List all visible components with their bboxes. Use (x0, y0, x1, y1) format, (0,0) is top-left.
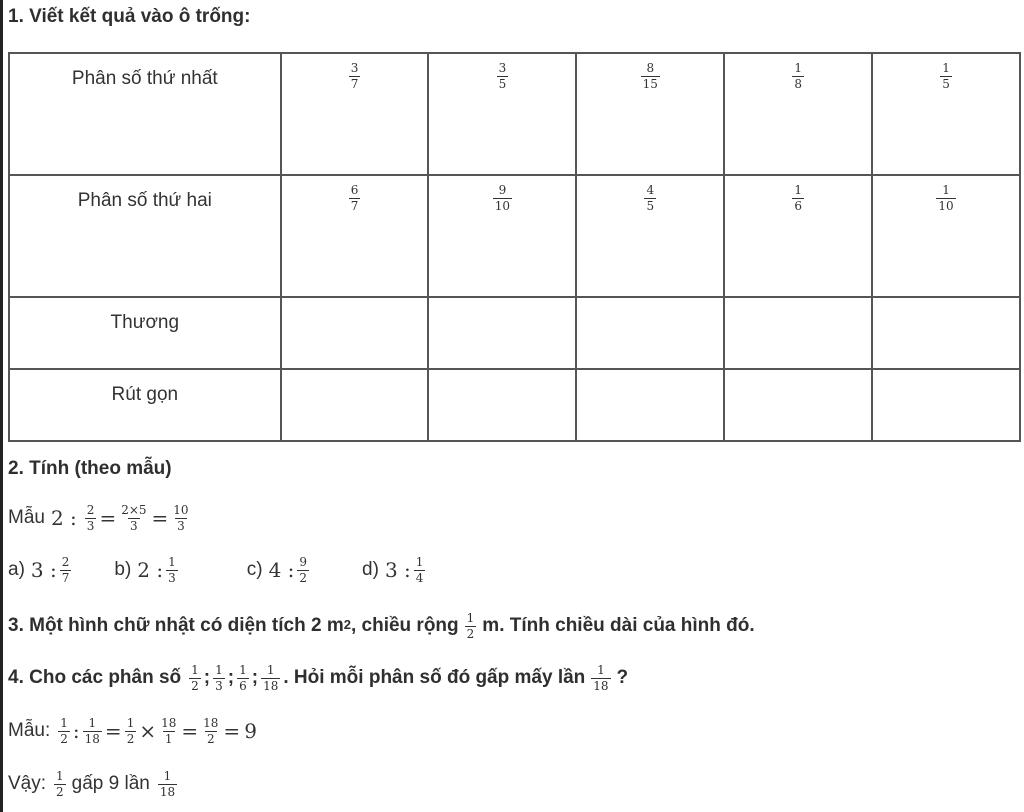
answer-cell[interactable] (281, 297, 429, 369)
fraction: $\frac{1}{8}$ (794, 61, 802, 91)
fraction: $\frac{1}{2}$ (191, 663, 199, 693)
fraction: $\frac{18}{2}$ (203, 716, 219, 746)
fraction: $\frac{9}{2}$ (299, 555, 308, 585)
table-row (9, 297, 1020, 369)
fraction: $\frac{3}{5}$ (498, 61, 507, 91)
fraction: $\frac{6}{7}$ (350, 183, 359, 213)
row-label: Rút gọn (9, 369, 281, 441)
answer-cell[interactable] (872, 369, 1020, 441)
fraction: $\frac{10}{3}$ (173, 503, 189, 533)
section-2-title: 2. Tính (theo mẫu) (8, 458, 172, 479)
left-border (0, 0, 3, 812)
section-4-problem: 4. Cho các phân số $\frac{1}{2}$ ; $\frac{1}{3}$ ; $\frac{1}{6}$ ; $\frac{1}{18}$ . Hỏi mỗi phân số đó gấp mấy lần $\frac{1}{18}$ ? (8, 663, 629, 693)
answer-cell[interactable] (576, 297, 724, 369)
answer-cell[interactable] (724, 369, 872, 441)
fraction: $\frac{1}{4}$ (415, 555, 424, 585)
fraction: $\frac{2}{7}$ (61, 555, 70, 585)
answer-cell[interactable] (428, 297, 576, 369)
fraction: $\frac{4}{5}$ (646, 183, 655, 213)
answer-cell[interactable] (428, 369, 576, 441)
answer-cell[interactable] (872, 297, 1020, 369)
table-row (9, 175, 1020, 297)
answer-cell[interactable] (724, 297, 872, 369)
fraction: $\frac{2\times 5}{3}$ (121, 503, 147, 533)
answer-cell[interactable] (281, 369, 429, 441)
row-label: Thương (9, 297, 281, 369)
fraction-table (8, 52, 1021, 442)
fraction: $\frac{18}{1}$ (161, 716, 177, 746)
fraction: $\frac{1}{5}$ (942, 61, 950, 91)
table-row (9, 53, 1020, 175)
section-2-example: Mẫu 2 : $\frac{2}{3}$ = $\frac{2\times 5}{3}$ = $\frac{10}{3}$ (8, 503, 189, 533)
section-2-exercises: a) 3 : $\frac{2}{7}$ b) 2 : $\frac{1}{3}$ c) 4 : $\frac{9}{2}$ d) 3 : $\frac{1}{4}$ (8, 555, 424, 585)
answer-cell[interactable] (576, 369, 724, 441)
row-label: Phân số thứ nhất (9, 53, 281, 175)
fraction: $\frac{9}{10}$ (494, 183, 511, 213)
fraction: $\frac{1}{18}$ (593, 663, 609, 693)
row-label: Phân số thứ hai (9, 175, 281, 297)
fraction: $\frac{1}{6}$ (239, 663, 247, 693)
fraction: $\frac{2}{3}$ (86, 503, 95, 533)
section-4-conclusion: Vậy: $\frac{1}{2}$ gấp 9 lần $\frac{1}{18}$ (8, 769, 176, 799)
fraction: $\frac{1}{18}$ (263, 663, 279, 693)
section-1-title: 1. Viết kết quả vào ô trống: (8, 6, 251, 27)
fraction: $\frac{1}{6}$ (794, 183, 802, 213)
fraction: $\frac{8}{15}$ (642, 61, 658, 91)
fraction: $\frac{1}{3}$ (215, 663, 223, 693)
section-3-problem: 3. Một hình chữ nhật có diện tích 2 m $^2$ , chiều rộng $\frac{1}{2}$ m. Tính chiều dài của hình đó. (8, 611, 755, 641)
fraction: $\frac{1}{18}$ (159, 769, 176, 799)
fraction: $\frac{1}{3}$ (168, 555, 176, 585)
section-4-example: Mẫu: $\frac{1}{2}$ : $\frac{1}{18}$ = $\frac{1}{2}$ × $\frac{18}{1}$ = $\frac{18}{2}$ = 9 (8, 716, 257, 746)
fraction: $\frac{1}{2}$ (466, 611, 475, 641)
fraction: $\frac{1}{2}$ (126, 716, 135, 746)
fraction: $\frac{1}{2}$ (56, 769, 64, 799)
fraction: $\frac{1}{10}$ (938, 183, 954, 213)
table-row (9, 369, 1020, 441)
fraction: $\frac{3}{7}$ (350, 61, 359, 91)
fraction: $\frac{1}{18}$ (84, 716, 100, 746)
fraction: $\frac{1}{2}$ (60, 716, 68, 746)
